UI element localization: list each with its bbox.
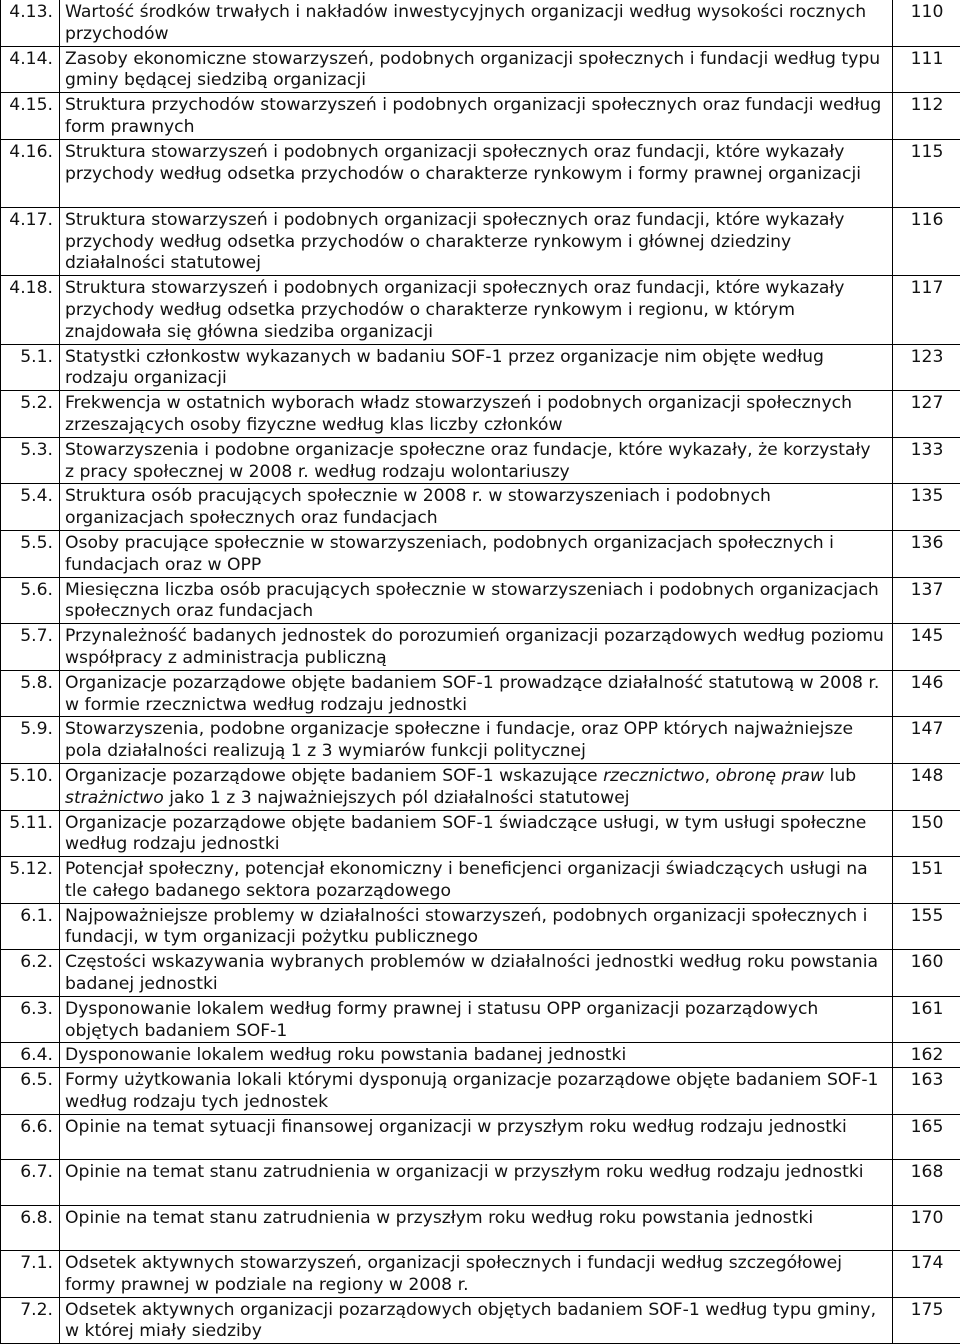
entry-title-emphasis: obronę praw <box>716 766 825 786</box>
entry-number: 6.4. <box>1 1043 60 1068</box>
entry-title: Statystki członkostw wykazanych w badaniu SOF-1 przez organizacje nim objęte według rodzaju organizacji <box>60 344 893 391</box>
entry-title: Najpoważniejsze problemy w działalności stowarzyszeń, podobnych organizacji społecznych i fundacji, w tym organizacji pożytku publicznego <box>60 903 893 950</box>
entry-title: Organizacje pozarządowe objęte badaniem SOF-1 świadczące usługi, w tym usługi społeczne według rodzaju jednostki <box>60 810 893 857</box>
toc-row <box>1 1068 960 1115</box>
entry-page: 162 <box>893 1043 960 1068</box>
entry-title: Struktura stowarzyszeń i podobnych organizacji społecznych oraz fundacji, które wykazały przychody według odsetka przychodów o charakterze rynkowym i głównej dziedziny działalności statutowej <box>60 207 893 275</box>
entry-number: 7.2. <box>1 1297 60 1344</box>
entry-number: 4.15. <box>1 93 60 140</box>
entry-number: 6.8. <box>1 1206 60 1251</box>
entry-title-text: jako 1 z 3 najważniejszych pól działalności statutowej <box>164 788 630 808</box>
entry-page: 136 <box>893 530 960 577</box>
entry-number: 7.1. <box>1 1251 60 1298</box>
entry-page: 112 <box>893 93 960 140</box>
toc-row <box>1 46 960 93</box>
entry-title: Odsetek aktywnych organizacji pozarządowych objętych badaniem SOF-1 według typu gminy, w której miały siedziby <box>60 1297 893 1344</box>
entry-page: 160 <box>893 950 960 997</box>
entry-page: 161 <box>893 996 960 1043</box>
entry-page: 174 <box>893 1251 960 1298</box>
toc-row <box>1 1297 960 1344</box>
entry-title: Opinie na temat stanu zatrudnienia w przyszłym roku według roku powstania jednostki <box>60 1206 893 1251</box>
entry-number: 5.12. <box>1 857 60 904</box>
toc-row <box>1 276 960 344</box>
entry-number: 5.3. <box>1 437 60 484</box>
entry-title: Potencjał społeczny, potencjał ekonomiczny i beneficjenci organizacji świadczących usługi na tle całego badanego sektora pozarządowego <box>60 857 893 904</box>
entry-page: 146 <box>893 670 960 717</box>
entry-number: 4.14. <box>1 46 60 93</box>
entry-number: 4.13. <box>1 0 60 46</box>
toc-row <box>1 530 960 577</box>
entry-title: Organizacje pozarządowe objęte badaniem SOF-1 prowadzące działalność statutową w 2008 r. w formie rzecznictwa według rodzaju jednostki <box>60 670 893 717</box>
toc-row <box>1 1160 960 1206</box>
entry-title: Wartość środków trwałych i nakładów inwestycyjnych organizacji według wysokości rocznych przychodów <box>60 0 893 46</box>
entry-number: 4.16. <box>1 139 60 207</box>
entry-number: 5.1. <box>1 344 60 391</box>
entry-title: Struktura osób pracujących społecznie w 2008 r. w stowarzyszeniach i podobnych organizacjach społecznych oraz fundacjach <box>60 484 893 531</box>
entry-title: Stowarzyszenia, podobne organizacje społeczne i fundacje, oraz OPP których najważniejsze pola działalności realizują 1 z 3 wymiarów funkcji politycznej <box>60 717 893 764</box>
toc-row <box>1 139 960 207</box>
entry-page: 110 <box>893 0 960 46</box>
entry-title: Częstości wskazywania wybranych problemów w działalności jednostki według roku powstania badanej jednostki <box>60 950 893 997</box>
entry-title: Dysponowanie lokalem według formy prawnej i statusu OPP organizacji pozarządowych objętych badaniem SOF-1 <box>60 996 893 1043</box>
entry-page: 137 <box>893 577 960 624</box>
toc-row <box>1 950 960 997</box>
toc-row <box>1 93 960 140</box>
entry-number: 5.2. <box>1 391 60 438</box>
toc-row <box>1 717 960 764</box>
entry-number: 5.7. <box>1 624 60 671</box>
entry-number: 6.1. <box>1 903 60 950</box>
entry-page: 115 <box>893 139 960 207</box>
entry-number: 5.8. <box>1 670 60 717</box>
entry-page: 123 <box>893 344 960 391</box>
entry-number: 6.6. <box>1 1115 60 1160</box>
entry-number: 5.5. <box>1 530 60 577</box>
entry-title: Struktura stowarzyszeń i podobnych organizacji społecznych oraz fundacji, które wykazały przychody według odsetka przychodów o charakterze rynkowym i formy prawnej organizacji <box>60 139 893 207</box>
toc-row <box>1 484 960 531</box>
toc-row <box>1 624 960 671</box>
entry-page: 150 <box>893 810 960 857</box>
entry-page: 147 <box>893 717 960 764</box>
entry-title: Formy użytkowania lokali którymi dysponują organizacje pozarządowe objęte badaniem SOF-1 według rodzaju tych jednostek <box>60 1068 893 1115</box>
toc-row <box>1 857 960 904</box>
entry-page: 163 <box>893 1068 960 1115</box>
entry-page: 117 <box>893 276 960 344</box>
toc-row <box>1 437 960 484</box>
toc-row <box>1 996 960 1043</box>
entry-title-emphasis: rzecznictwo <box>603 766 705 786</box>
toc-row <box>1 763 960 810</box>
entry-title-text: lub <box>824 766 856 786</box>
toc-row <box>1 1115 960 1160</box>
toc-row <box>1 207 960 275</box>
entry-page: 148 <box>893 763 960 810</box>
entry-page: 127 <box>893 391 960 438</box>
entry-number: 6.2. <box>1 950 60 997</box>
toc-row <box>1 0 960 46</box>
entry-number: 5.9. <box>1 717 60 764</box>
entry-page: 111 <box>893 46 960 93</box>
toc-row <box>1 1043 960 1068</box>
entry-number: 5.4. <box>1 484 60 531</box>
entry-title: Opinie na temat stanu zatrudnienia w organizacji w przyszłym roku według rodzaju jednostki <box>60 1160 893 1206</box>
entry-page: 155 <box>893 903 960 950</box>
entry-title-emphasis: strażnictwo <box>65 788 164 808</box>
entry-title: Struktura przychodów stowarzyszeń i podobnych organizacji społecznych oraz fundacji według form prawnych <box>60 93 893 140</box>
entry-title <box>60 763 893 810</box>
entry-page: 135 <box>893 484 960 531</box>
entry-title: Frekwencja w ostatnich wyborach władz stowarzyszeń i podobnych organizacji społecznych zrzeszających osoby fizyczne według klas liczby członków <box>60 391 893 438</box>
entry-page: 168 <box>893 1160 960 1206</box>
entry-title: Zasoby ekonomiczne stowarzyszeń, podobnych organizacji społecznych i fundacji według typu gminy będącej siedzibą organizacji <box>60 46 893 93</box>
entry-number: 5.10. <box>1 763 60 810</box>
entry-number: 6.3. <box>1 996 60 1043</box>
entry-number: 6.7. <box>1 1160 60 1206</box>
entry-title: Opinie na temat sytuacji finansowej organizacji w przyszłym roku według rodzaju jednostki <box>60 1115 893 1160</box>
entry-page: 145 <box>893 624 960 671</box>
entry-title-text: Organizacje pozarządowe objęte badaniem SOF-1 wskazujące <box>65 766 603 786</box>
entry-number: 4.17. <box>1 207 60 275</box>
entry-page: 170 <box>893 1206 960 1251</box>
toc-row <box>1 810 960 857</box>
entry-number: 6.5. <box>1 1068 60 1115</box>
toc-row <box>1 1206 960 1251</box>
entry-number: 4.18. <box>1 276 60 344</box>
entry-title: Struktura stowarzyszeń i podobnych organizacji społecznych oraz fundacji, które wykazały przychody według odsetka przychodów o charakterze rynkowym i regionu, w którym znajdowała się główna siedziba organizacji <box>60 276 893 344</box>
entry-page: 151 <box>893 857 960 904</box>
entry-page: 175 <box>893 1297 960 1344</box>
entry-title: Odsetek aktywnych stowarzyszeń, organizacji społecznych i fundacji według szczegółowej formy prawnej w podziale na regiony w 2008 r. <box>60 1251 893 1298</box>
entry-title: Osoby pracujące społecznie w stowarzyszeniach, podobnych organizacjach społecznych i fundacjach oraz w OPP <box>60 530 893 577</box>
toc-row <box>1 344 960 391</box>
entry-page: 165 <box>893 1115 960 1160</box>
toc-row <box>1 1251 960 1298</box>
entry-title: Stowarzyszenia i podobne organizacje społeczne oraz fundacje, które wykazały, że korzystały z pracy społecznej w 2008 r. według rodzaju wolontariuszy <box>60 437 893 484</box>
entry-page: 116 <box>893 207 960 275</box>
entry-title: Dysponowanie lokalem według roku powstania badanej jednostki <box>60 1043 893 1068</box>
toc-row <box>1 577 960 624</box>
entry-page: 133 <box>893 437 960 484</box>
toc-row <box>1 391 960 438</box>
toc-row <box>1 903 960 950</box>
entry-number: 5.6. <box>1 577 60 624</box>
toc-row <box>1 670 960 717</box>
entry-number: 5.11. <box>1 810 60 857</box>
entry-title: Przynależność badanych jednostek do porozumień organizacji pozarządowych według poziomu współpracy z administracja publiczną <box>60 624 893 671</box>
entry-title-text: , <box>705 766 716 786</box>
entry-title: Miesięczna liczba osób pracujących społecznie w stowarzyszeniach i podobnych organizacjach społecznych oraz fundacjach <box>60 577 893 624</box>
